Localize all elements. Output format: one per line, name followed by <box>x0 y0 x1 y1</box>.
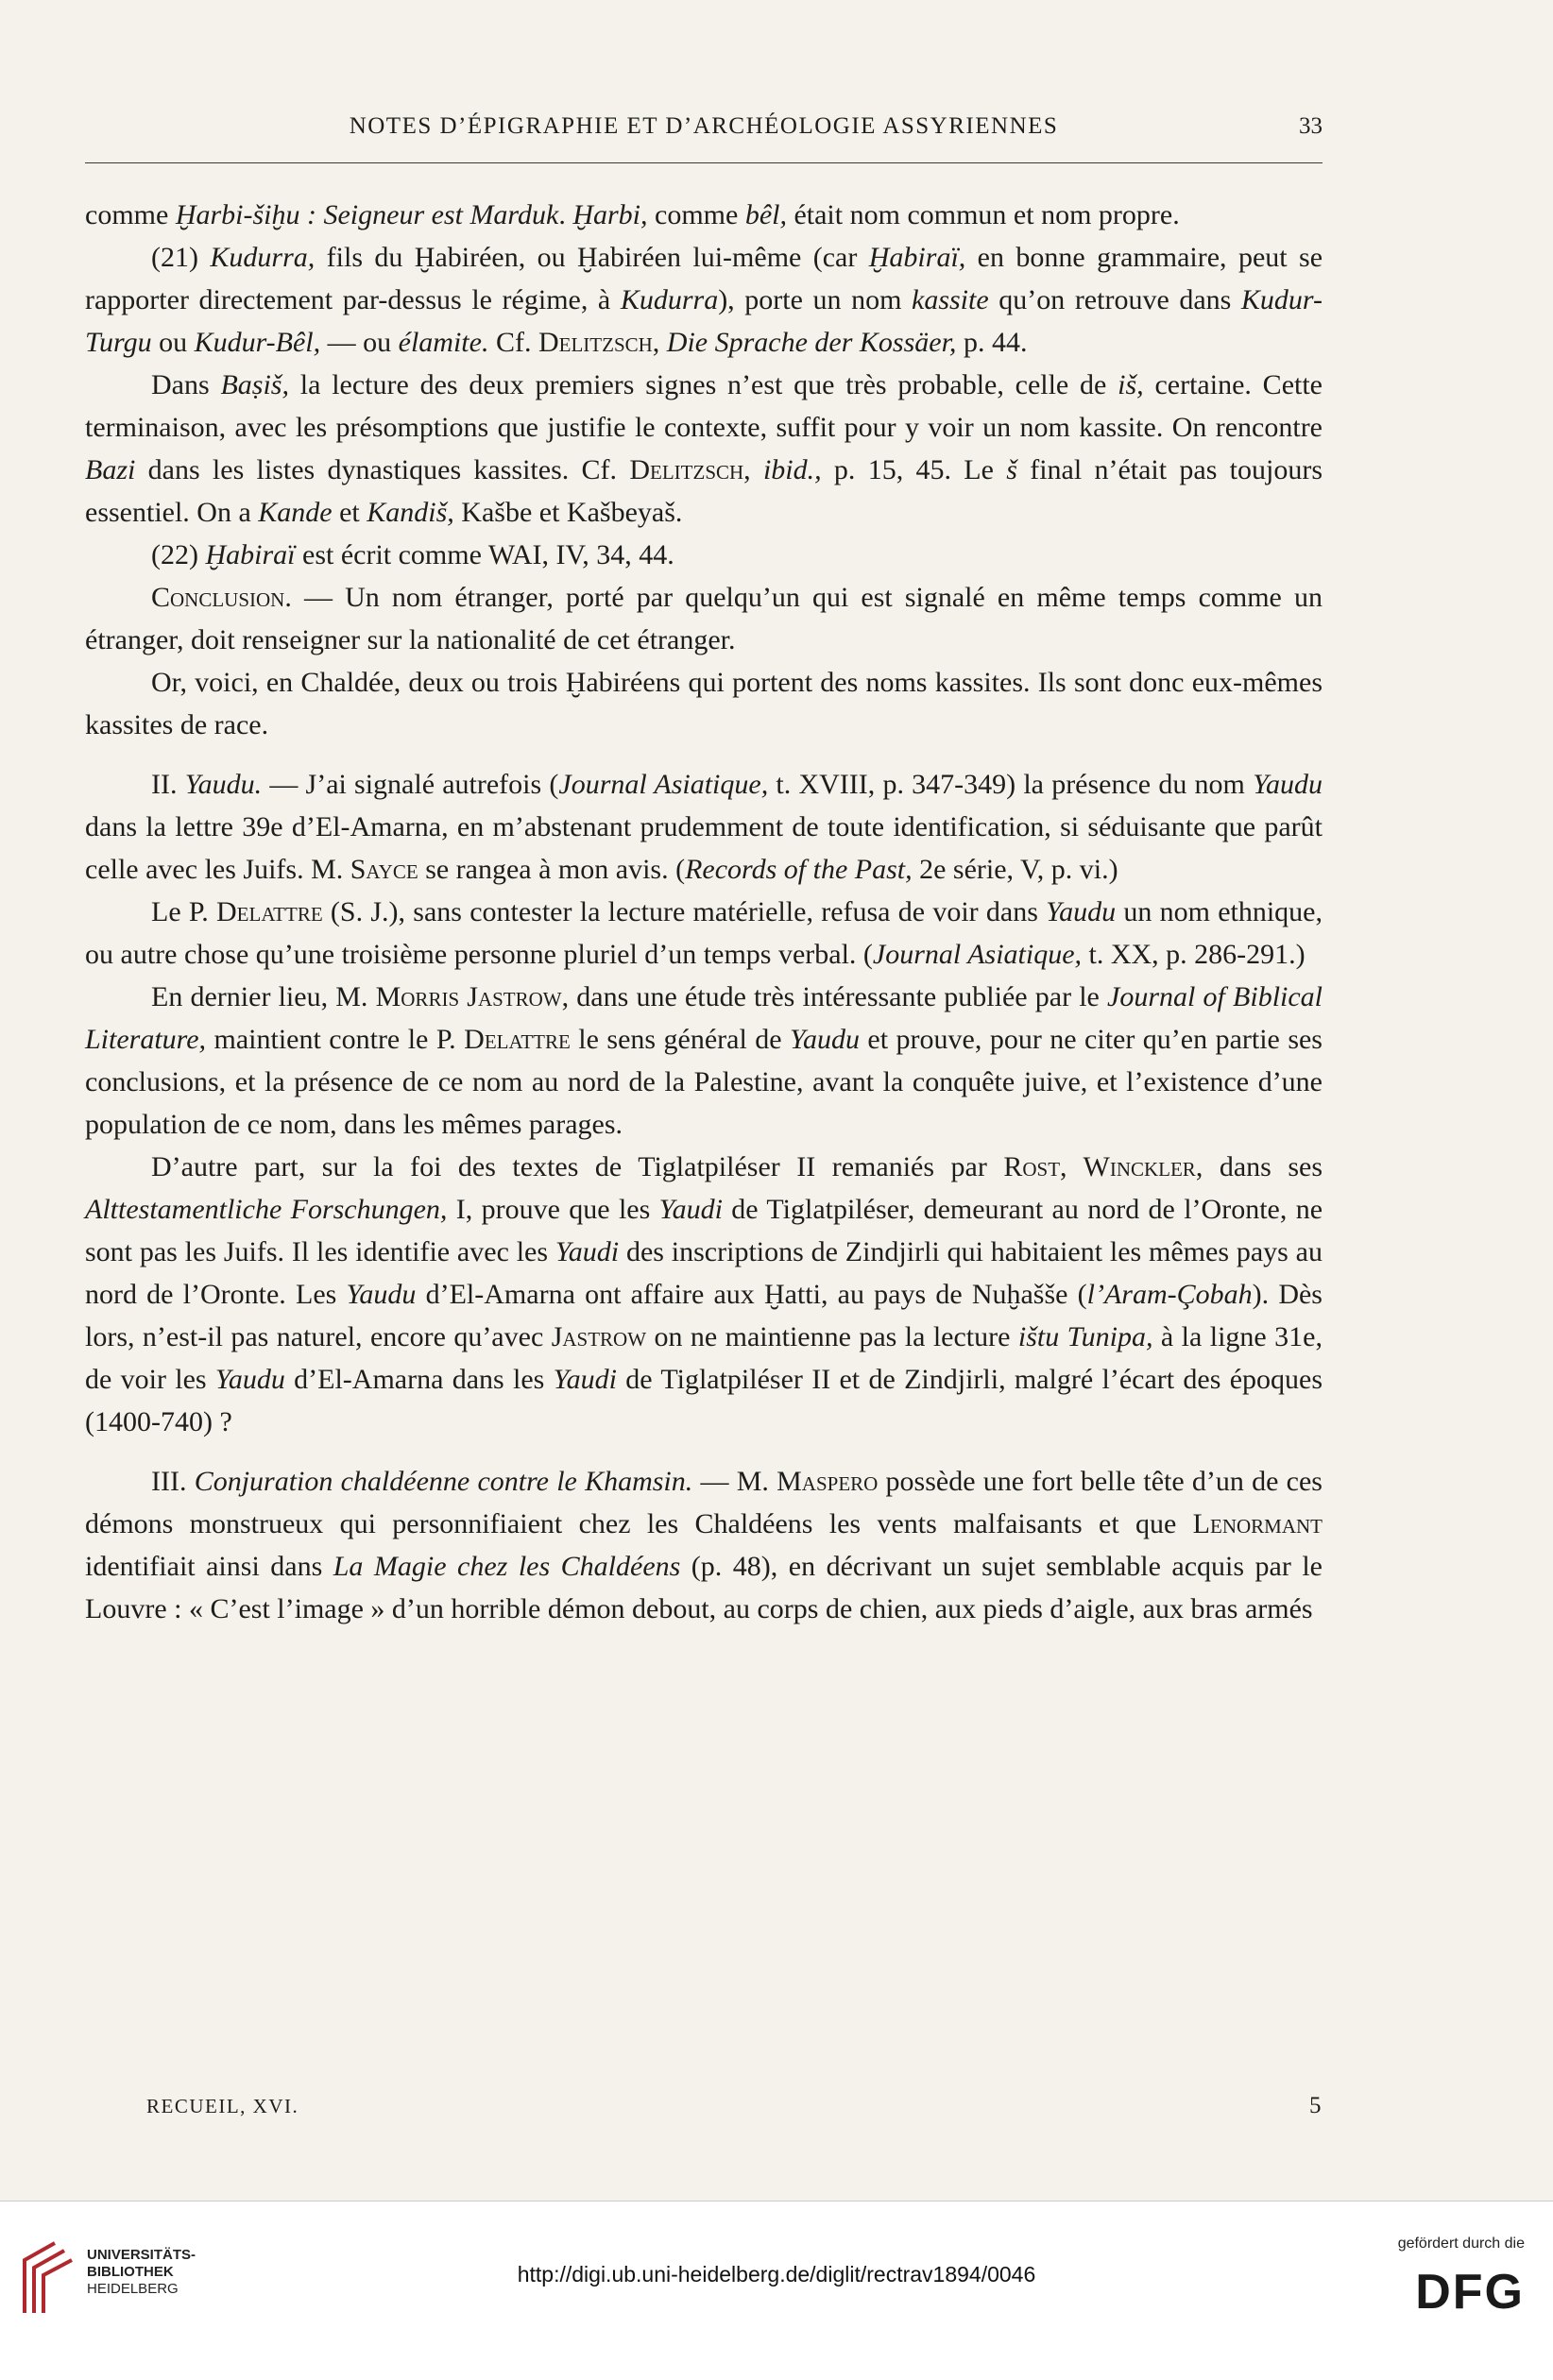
text-run: Dans <box>151 369 221 400</box>
text-run: La Magie chez les Chaldéens <box>333 1551 681 1582</box>
text-run: dans ses <box>1203 1151 1323 1182</box>
text-run: Maspero <box>776 1466 879 1497</box>
text-run: Yaudu <box>1046 896 1117 927</box>
digitization-footer <box>0 2201 1553 2380</box>
text-run: (S. J.), sans contester la lecture matérielle, refusa de voir dans <box>322 896 1047 927</box>
text-run: (22) <box>151 539 206 570</box>
text-run: est écrit comme WAI, IV, 34, 44. <box>295 539 674 570</box>
text-run: Yaudu <box>790 1024 860 1055</box>
running-head <box>85 106 1323 163</box>
text-run <box>659 327 667 358</box>
text-run: Journal Asiatique, <box>558 769 769 800</box>
text-run: Kudurra, <box>210 242 316 273</box>
text-run: II. <box>151 769 185 800</box>
text-run: Kudur-Turgu <box>85 284 1323 358</box>
text-run: dans une étude très intéressante publiée par le <box>569 981 1108 1012</box>
text-run: D’autre part, sur la foi des textes de Tiglatpiléser II remaniés par <box>151 1151 1004 1182</box>
text-run: la lecture des deux premiers signes n’est que très probable, celle de <box>288 369 1118 400</box>
text-run: — ou <box>320 327 399 358</box>
text-run: Ḫabiraï <box>205 539 296 570</box>
paragraph-p9 <box>85 976 1323 1146</box>
text-run: d’El-Amarna dans les <box>284 1364 554 1395</box>
text-run: bêl, <box>744 199 787 230</box>
text-run: ou <box>151 327 195 358</box>
text-run: maintient contre le P. <box>206 1024 465 1055</box>
text-run: š <box>1006 454 1017 485</box>
text-run: Kande <box>258 497 333 528</box>
text-run: Conjuration chaldéenne contre le Khamsin. <box>194 1466 693 1497</box>
text-run: En dernier lieu, M. <box>151 981 376 1012</box>
text-run: 2e série, V, p. vi.) <box>912 854 1118 885</box>
paragraph-p3 <box>85 364 1323 534</box>
text-run: comme <box>647 199 745 230</box>
text-run: Ḫabiraï, <box>868 242 966 273</box>
text-run: Yaudu <box>1253 769 1323 800</box>
text-run: certaine. Cette terminaison, avec les présomptions que justifie le contexte, suffit pour y voir un nom kassite. On rencontre <box>85 369 1323 443</box>
text-run: Journal Asiatique, <box>872 939 1083 970</box>
text-run: — Un nom étranger, porté par quelqu’un qui est signalé en même temps comme un étranger, doit renseigner sur la nationalité de cet étranger. <box>85 582 1323 655</box>
text-run: et <box>332 497 367 528</box>
text-run: de Tiglatpiléser, demeurant au nord de l’Oronte, ne sont pas les Juifs. Il les identifie avec les <box>85 1194 1323 1267</box>
text-run: kassite <box>912 284 989 315</box>
text-run: ), porte un nom <box>718 284 912 315</box>
text-run: un nom ethnique, ou autre chose qu’une troisième personne pluriel d’un temps verbal. ( <box>85 896 1323 970</box>
text-run: Alttestamentliche Forschungen, <box>85 1194 448 1225</box>
text-run: dans la lettre 39e d’El-Amarna, en m’abstenant prudemment de toute identification, si séduisante que parût celle avec les Juifs. M. <box>85 811 1323 885</box>
text-run: dans les listes dynastiques kassites. Cf. <box>135 454 630 485</box>
library-name-line1: UNIVERSITÄTS- <box>87 2247 196 2263</box>
text-run: Bazi <box>85 454 136 485</box>
text-run: Or, voici, en Chaldée, deux ou trois Ḫabiréens qui portent des noms kassites. Ils sont donc eux-mêmes kassites de race. <box>85 667 1323 740</box>
text-run: Yaudu <box>214 1364 285 1395</box>
text-run: I, prouve que les <box>447 1194 659 1225</box>
text-run: comme <box>85 199 176 230</box>
text-run: on ne maintienne pas la lecture <box>646 1321 1018 1352</box>
paragraph-p8 <box>85 891 1323 976</box>
text-run: identifiait ainsi dans <box>85 1551 333 1582</box>
text-run: Records of the Past, <box>685 854 913 885</box>
text-run: Ḫarbi-šiḫu : Seigneur est Marduk <box>175 199 559 230</box>
text-run: se rangea à mon avis. ( <box>418 854 686 885</box>
signature-mark: RECUEIL, XVI. <box>146 2095 299 2117</box>
paragraph-p7 <box>85 763 1323 891</box>
text-run: Jastrow <box>551 1321 647 1352</box>
text-run: . <box>558 199 573 230</box>
paragraph-p1 <box>85 194 1323 236</box>
running-title: NOTES D’ÉPIGRAPHIE ET D’ARCHÉOLOGIE ASSYRIENNES <box>349 113 1059 139</box>
text-run: final n’était pas toujours essentiel. On a <box>85 454 1323 528</box>
text-run: le sens général de <box>570 1024 791 1055</box>
text-run: (21) <box>151 242 211 273</box>
text-run: à la ligne 31e, de voir les <box>85 1321 1323 1395</box>
paragraph-p2 <box>85 236 1323 364</box>
paragraph-p5 <box>85 576 1323 661</box>
text-run: d’El-Amarna ont affaire aux Ḫatti, au pays de Nuḫašše ( <box>416 1279 1087 1310</box>
text-run: Die Sprache der Kossäer, <box>666 327 957 358</box>
text-run: Lenormant <box>1192 1508 1323 1539</box>
text-run <box>751 454 763 485</box>
text-run: Cf. <box>488 327 538 358</box>
text-run: Journal of Biblical Literature, <box>85 981 1323 1055</box>
text-run: Kudur-Bêl, <box>194 327 321 358</box>
paragraph-p4 <box>85 534 1323 576</box>
text-run: ištu Tunipa, <box>1017 1321 1153 1352</box>
text-run: Yaudi <box>555 1236 620 1267</box>
text-run: Sayce <box>350 854 418 885</box>
text-run: était nom commun et nom propre. <box>786 199 1180 230</box>
text-run: qu’on retrouve dans <box>988 284 1241 315</box>
text-run: Kandiš, <box>367 497 454 528</box>
text-run: — M. <box>692 1466 777 1497</box>
text-run: p. 44. <box>956 327 1028 358</box>
text-run: Delitzsch, <box>538 327 660 358</box>
text-run: Yaudi <box>553 1364 617 1395</box>
text-run: Ḫarbi, <box>572 199 648 230</box>
text-run: des inscriptions de Zindjirli qui habitaient les mêmes pays au nord de l’Oronte. Les <box>85 1236 1323 1310</box>
text-run: Yaudi <box>658 1194 723 1225</box>
text-run: Kudurra <box>620 284 719 315</box>
text-run: possède une fort belle tête d’un de ces démons monstrueux qui personnifiaient chez les Chaldéens les vents malfaisants et que <box>85 1466 1323 1539</box>
paragraph-p6 <box>85 661 1323 746</box>
body-text <box>85 194 1323 1630</box>
text-run: Conclusion. <box>151 582 292 613</box>
text-run: Delattre <box>216 896 323 927</box>
text-run: fils du Ḫabiréen, ou Ḫabiréen lui-même (car <box>315 242 869 273</box>
text-run: ibid., <box>762 454 822 485</box>
text-run: Rost, Winckler, <box>1003 1151 1203 1182</box>
text-run: Yaudu. <box>184 769 263 800</box>
text-run: III. <box>151 1466 195 1497</box>
text-run: de Tiglatpiléser II et de Zindjirli, malgré l’écart des époques (1400-740) ? <box>85 1364 1323 1437</box>
text-run: t. XX, p. 286-291.) <box>1082 939 1306 970</box>
text-run: Morris Jastrow, <box>375 981 570 1012</box>
paragraph-p10 <box>85 1146 1323 1443</box>
signature-number: 5 <box>1309 2093 1323 2118</box>
library-name-line3: HEIDELBERG <box>87 2281 179 2297</box>
text-run: Le P. <box>151 896 217 927</box>
page-number: 33 <box>1299 113 1323 139</box>
text-run: p. 15, 45. Le <box>821 454 1007 485</box>
paragraph-p11 <box>85 1460 1323 1630</box>
text-run: Kašbe et Kašbeyaš. <box>453 497 683 528</box>
text-run: ). Dès lors, n’est-il pas naturel, encore qu’avec <box>85 1279 1323 1352</box>
text-run: — J’ai signalé autrefois ( <box>262 769 559 800</box>
text-run: t. XVIII, p. 347-349) la présence du nom <box>768 769 1254 800</box>
text-run: Yaudu <box>346 1279 417 1310</box>
text-run: l’Aram-Çobah <box>1086 1279 1253 1310</box>
permalink-url[interactable]: http://digi.ub.uni-heidelberg.de/diglit/rectrav1894/0046 <box>517 2262 1036 2286</box>
text-run: iš, <box>1118 369 1144 400</box>
text-run: en bonne grammaire, peut se rapporter directement par-dessus le régime, à <box>85 242 1323 315</box>
text-run: Delattre <box>464 1024 571 1055</box>
library-name-line2: BIBLIOTHEK <box>87 2264 174 2280</box>
text-run: et prouve, pour ne citer qu’en partie ses conclusions, et la présence de ce nom au nord de la Palestine, avant la conquête juive, et l’existence d’une population de ce nom, dans les mêmes parages. <box>85 1024 1323 1140</box>
text-run: élamite. <box>398 327 489 358</box>
dfg-logo: DFG <box>1415 2265 1525 2320</box>
funded-by-label: gefördert durch die <box>1397 2236 1525 2252</box>
text-run: Delitzsch, <box>629 454 751 485</box>
text-run: Baṣiš, <box>220 369 289 400</box>
text-run: (p. 48), en décrivant un sujet semblable acquis par le Louvre : « C’est l’image » d’un horrible démon debout, au corps de chien, aux pieds d’aigle, aux bras armés <box>85 1551 1323 1624</box>
